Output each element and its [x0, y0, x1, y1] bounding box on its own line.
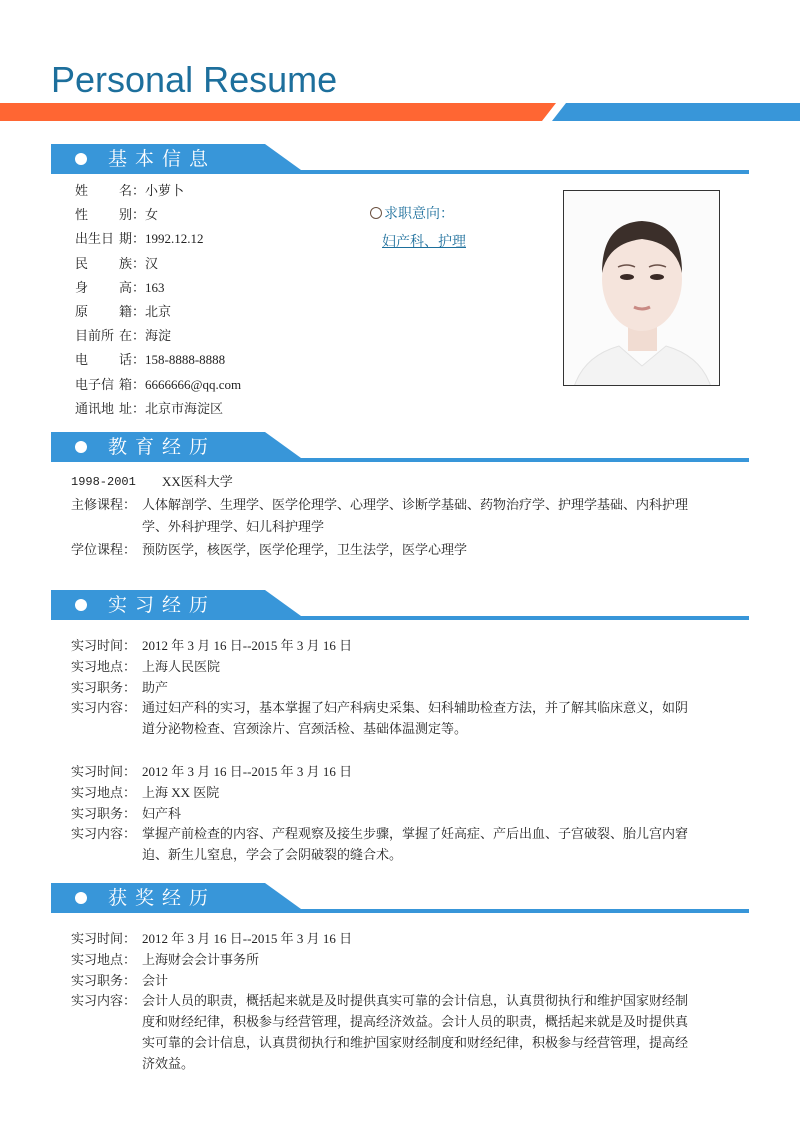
info-row-gender: 性 别： 女	[75, 203, 241, 227]
section-header-internship	[51, 590, 749, 620]
award-time: 2012 年 3 月 16 日--2015 年 3 月 16 日	[142, 931, 353, 946]
info-row-location: 目前所 在： 海淀	[75, 324, 241, 348]
info-value: 汉	[145, 255, 159, 271]
info-row-birthday: 出生日 期： 1992.12.12	[75, 227, 241, 251]
circle-icon	[370, 207, 382, 219]
internship-entry-1: 实习时间： 2012 年 3 月 16 日--2015 年 3 月 16 日 实习地点： 上海人民医院 实习职务： 助产 实习内容： 通过妇产科的实习，基本掌握了妇产科病史采集、妇科辅助检查方法，并了解其临床意义，如阴道分泌物检查、宫颈涂片、宫颈活检、基础体温测定等。	[71, 636, 692, 740]
info-row-address: 通讯地 址： 北京市海淀区	[75, 397, 241, 421]
basic-info-list	[75, 179, 241, 421]
job-intent-value[interactable]: 妇产科、护理	[382, 234, 466, 250]
internship-place: 上海 XX 医院	[142, 784, 220, 800]
info-row-ethnicity: 民 族： 汉	[75, 252, 241, 276]
info-value: 海淀	[145, 328, 172, 344]
section-title: 实习经历	[108, 594, 217, 616]
education-school-row	[71, 471, 692, 494]
portrait-image	[564, 191, 720, 386]
info-value: 小萝卜	[145, 183, 185, 198]
internship-role: 助产	[142, 679, 169, 695]
info-value: 北京	[145, 303, 172, 319]
award-place: 上海财会会计事务所	[142, 951, 260, 967]
section-header-basic-info	[51, 144, 749, 174]
internship-time: 2012 年 3 月 16 日--2015 年 3 月 16 日	[142, 764, 353, 779]
internship-role: 妇产科	[142, 805, 182, 821]
education-period: 1998-2001	[71, 475, 136, 489]
section-divider	[291, 458, 749, 462]
education-major: 人体解剖学、生理学、医学伦理学、心理学、诊断学基础、药物治疗学、护理学基础、内科护理学、外科护理学、妇儿科护理学	[142, 496, 689, 534]
internship-content: 掌握产前检查的内容、产程观察及接生步骤，掌握了妊高症、产后出血、子宫破裂、胎儿宫内窘迫、新生儿窒息，学会了会阴破裂的缝合术。	[142, 826, 689, 863]
award-entry-1: 实习时间： 2012 年 3 月 16 日--2015 年 3 月 16 日 实习地点： 上海财会会计事务所 实习职务： 会计 实习内容： 会计人员的职责，概括起来就是及时提供真实可靠的会计信息，认真贯彻执行和维护国家财经制度和财经纪律，积极参与经营管理，提高经济效益。会计人员的职责，概括起来就是及时提供真实可靠的会计信息，认真贯彻执行和维护国家财经制度和财经纪律，积极参与经营管理，提高经济效益。	[71, 929, 692, 1075]
section-title: 教育经历	[108, 436, 217, 458]
bullet-icon	[75, 599, 87, 611]
section-title: 基本信息	[108, 148, 217, 170]
section-divider	[291, 909, 749, 913]
internship-content: 通过妇产科的实习，基本掌握了妇产科病史采集、妇科辅助检查方法，并了解其临床意义，如阴道分泌物检查、宫颈涂片、宫颈活检、基础体温测定等。	[142, 700, 689, 737]
bullet-icon	[75, 153, 87, 165]
education-degree: 预防医学，核医学，医学伦理学，卫生法学，医学心理学	[142, 541, 468, 557]
section-header-education	[51, 432, 749, 462]
info-row-email: 电子信 箱： 6666666@qq.com	[75, 373, 241, 397]
job-intent	[370, 203, 466, 251]
section-divider	[291, 170, 749, 174]
internship-place: 上海人民医院	[142, 658, 221, 674]
bullet-icon	[75, 441, 87, 453]
internship-time: 2012 年 3 月 16 日--2015 年 3 月 16 日	[142, 638, 353, 653]
info-value: 北京市海淀区	[145, 400, 224, 416]
section-header-awards	[51, 883, 749, 913]
profile-photo	[563, 190, 720, 386]
section-divider	[291, 616, 749, 620]
info-value: 158-8888-8888	[145, 352, 226, 368]
info-row-phone: 电 话： 158-8888-8888	[75, 348, 241, 372]
orange-decor-bar	[0, 103, 556, 121]
education-degree-row: 学位课程： 预防医学，核医学，医学伦理学，卫生法学，医学心理学	[71, 539, 692, 562]
section-title: 获奖经历	[108, 887, 217, 909]
info-row-origin: 原 籍： 北京	[75, 300, 241, 324]
education-block	[71, 471, 692, 561]
info-value: 女	[145, 207, 159, 223]
info-value: 6666666@qq.com	[145, 376, 242, 392]
award-content: 会计人员的职责，概括起来就是及时提供真实可靠的会计信息，认真贯彻执行和维护国家财经制度和财经纪律，积极参与经营管理，提高经济效益。会计人员的职责，概括起来就是及时提供真实可靠的会计信息，认真贯彻执行和维护国家财经制度和财经纪律，积极参与经营管理，提高经济效益。	[142, 993, 689, 1071]
info-value: 1992.12.12	[145, 231, 204, 247]
award-role: 会计	[142, 972, 169, 988]
info-row-height: 身 高： 163	[75, 276, 241, 300]
job-intent-label: 求职意向：	[384, 206, 454, 222]
internship-entry-2: 实习时间： 2012 年 3 月 16 日--2015 年 3 月 16 日 实习地点： 上海 XX 医院 实习职务： 妇产科 实习内容： 掌握产前检查的内容、产程观察及接生步骤，掌握了妊高症、产后出血、子宫破裂、胎儿宫内窘迫、新生儿窒息，学会了会阴破裂的缝合术。	[71, 762, 692, 866]
bullet-icon	[75, 892, 87, 904]
info-row-name: 姓 名： 小萝卜	[75, 179, 241, 203]
blue-decor-bar	[552, 103, 800, 121]
education-school: XX医科大学	[162, 474, 233, 489]
page-title: Personal Resume	[51, 59, 338, 100]
info-value: 163	[145, 279, 165, 295]
education-major-row: 主修课程： 人体解剖学、生理学、医学伦理学、心理学、诊断学基础、药物治疗学、护理学基础、内科护理学、外科护理学、妇儿科护理学	[71, 494, 692, 539]
